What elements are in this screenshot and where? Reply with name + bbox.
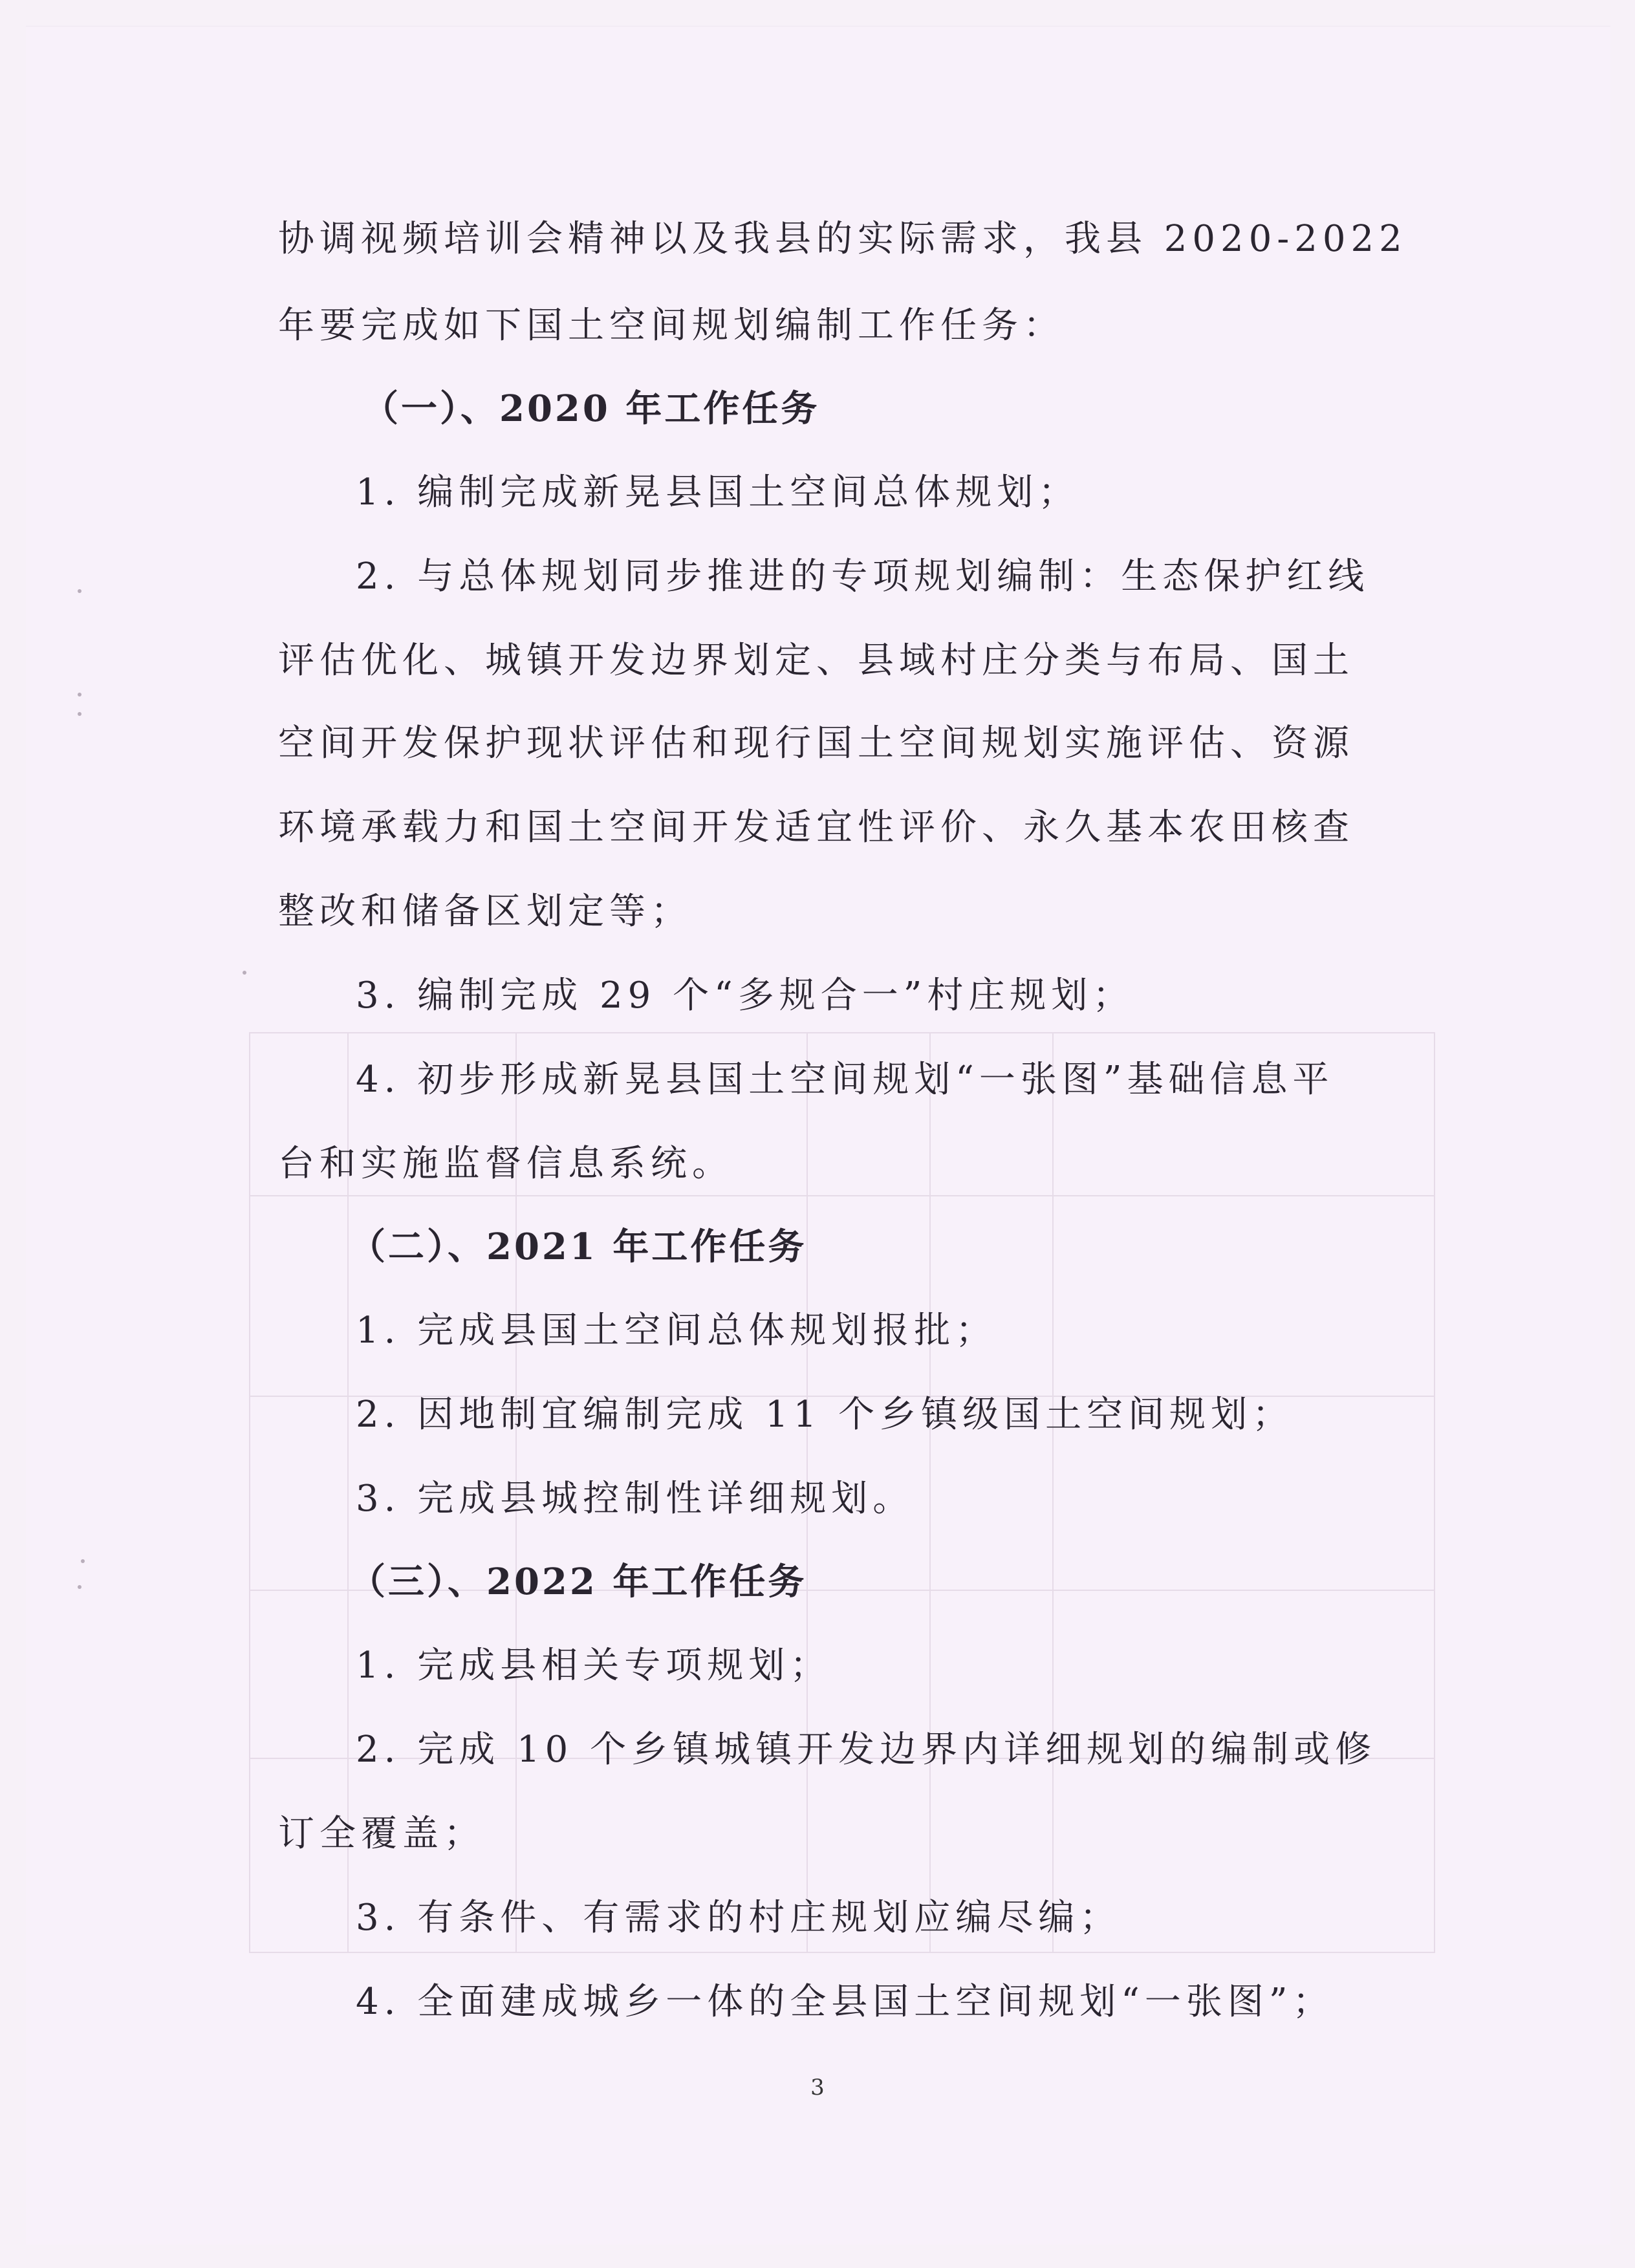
page-number: 3 [810,2075,825,2101]
paragraph-line: 4. 全面建成城乡一体的全县国土空间规划“一张图”； [356,1981,1334,2023]
paragraph-line: 3. 完成县城控制性详细规划。 [356,1478,915,1520]
paragraph-line: 4. 初步形成新晃县国土空间规划“一张图”基础信息平 [356,1059,1334,1101]
paragraph-line: 评估优化、城镇开发边界划定、县域村庄分类与布局、国土 [278,640,1354,682]
paragraph-line: 1. 编制完成新晃县国土空间总体规划； [356,471,1080,513]
paragraph-line: 1. 完成县相关专项规划； [356,1645,832,1687]
paragraph-line: 环境承载力和国土空间开发适宜性评价、永久基本农田核查 [278,806,1354,848]
paragraph-line: 年要完成如下国土空间规划编制工作任务： [278,305,1065,347]
paragraph-line: 2. 完成 10 个乡镇城镇开发边界内详细规划的编制或修 [356,1729,1377,1771]
paragraph-line: 台和实施监督信息系统。 [278,1143,733,1185]
section-heading-2022: （三）、2022 年工作任务 [349,1561,807,1603]
paragraph-line: 订全覆盖； [278,1813,485,1855]
paragraph-line: 2. 因地制宜编制完成 11 个乡镇级国土空间规划； [356,1394,1294,1436]
section-heading-2020: （一）、2020 年工作任务 [362,387,820,430]
section-heading-2021: （二）、2021 年工作任务 [349,1226,807,1268]
paragraph-line: 2. 与总体规划同步推进的专项规划编制：生态保护红线 [356,556,1370,598]
paragraph-line: 3. 编制完成 29 个“多规合一”村庄规划； [356,975,1134,1017]
paragraph-line: 1. 完成县国土空间总体规划报批； [356,1310,997,1352]
paragraph-line: 空间开发保护现状评估和现行国土空间规划实施评估、资源 [278,722,1354,764]
paragraph-line: 协调视频培训会精神以及我县的实际需求，我县 2020-2022 [278,218,1407,260]
paragraph-line: 整改和储备区划定等； [278,891,692,933]
paragraph-line: 3. 有条件、有需求的村庄规划应编尽编； [356,1897,1121,1939]
